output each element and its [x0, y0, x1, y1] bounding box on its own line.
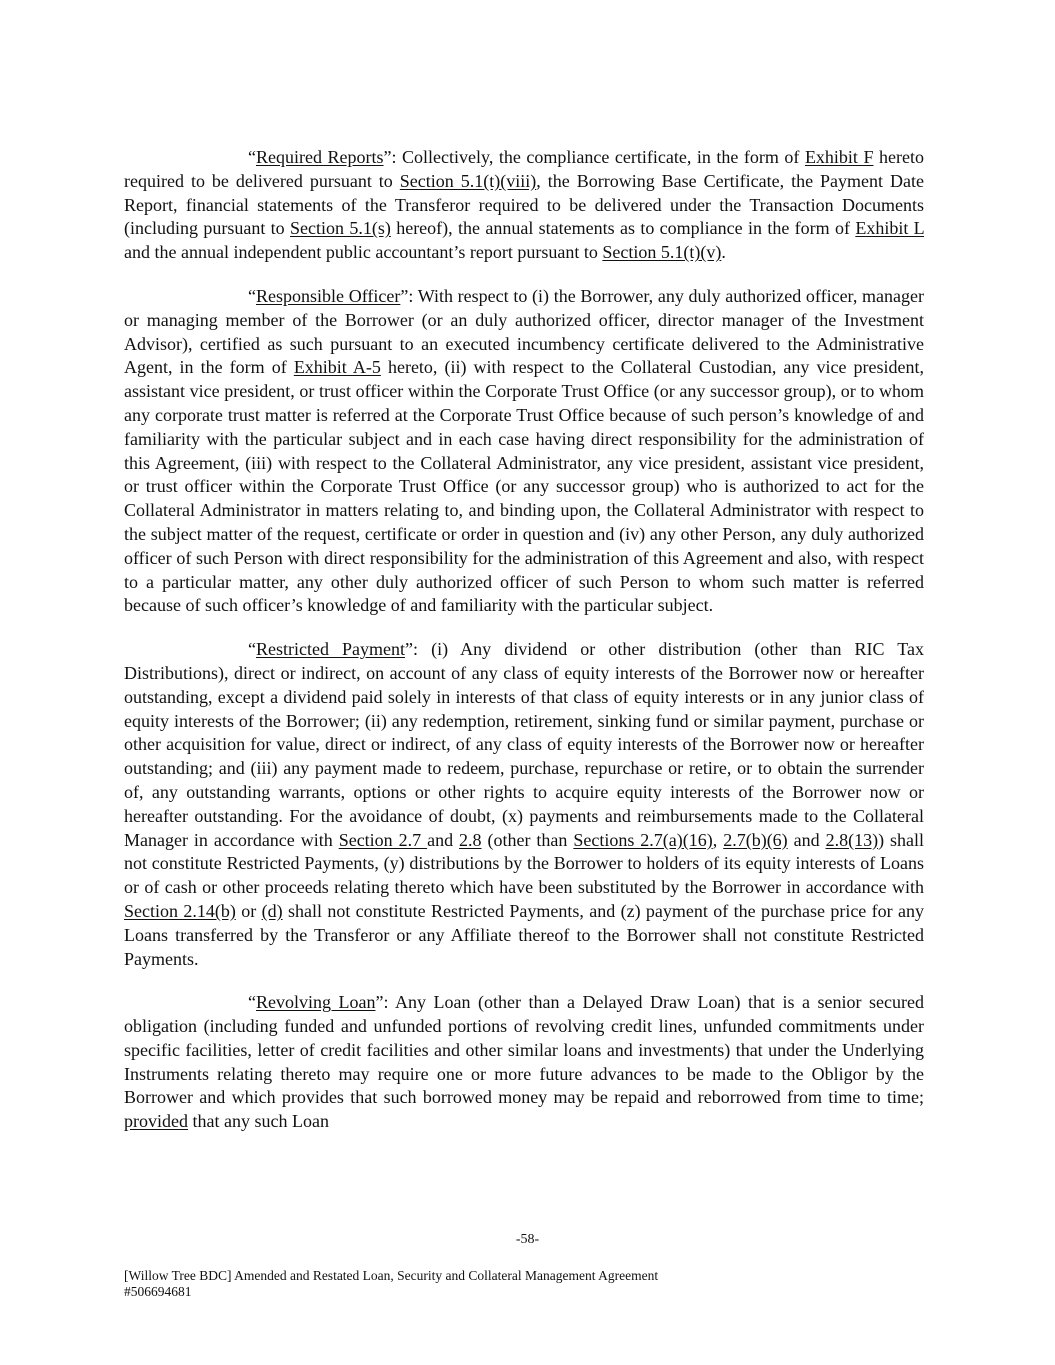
paragraph-text: , [712, 829, 724, 850]
definition-revolving-loan [124, 991, 924, 1134]
document-body [124, 146, 924, 1154]
paragraph-text: hereof), the annual statements as to compliance in the form of [390, 218, 856, 239]
definition-responsible-officer [124, 285, 924, 618]
underlined-reference: Required Reports [256, 147, 384, 167]
footer-title: [Willow Tree BDC] Amended and Restated Loan, Security and Collateral Management Agreement [124, 1268, 659, 1283]
paragraph-text: , the Borrowing Base Certificate, the Payment Date Report, financial statements of the Transferor required to be delivered under the Transaction Documents (including pursuant to [124, 170, 924, 239]
paragraph-text: “ [248, 992, 256, 1013]
paragraph-text: ”: Collectively, the compliance certificate, in the form of [383, 147, 805, 167]
underlined-reference: Responsible Officer [256, 285, 401, 306]
paragraph-text: ”: With respect to (i) the Borrower, any duly authorized officer, manager or managing member of the Borrower (or an duly authorized officer, director manager of the Investment Advisor), certified as such pursuant to an executed incumbency certificate delivered to the Administrative Agent, in the form of [124, 285, 924, 378]
underlined-reference: Exhibit L [855, 218, 925, 239]
paragraph-text: shall not constitute Restricted Payments, and (z) payment of the purchase price for any Loans transferred by the Transferor or any Affiliate thereof to the Borrower shall not constitute Restricted Payments. [124, 900, 925, 969]
underlined-reference: Revolving Loan [256, 992, 376, 1013]
paragraph-text: (other than [481, 829, 574, 850]
underlined-reference: (d) [261, 900, 283, 921]
paragraph-text: “ [248, 147, 256, 167]
paragraph-text: . [721, 242, 726, 263]
page-number: -58- [515, 1232, 540, 1247]
definition-required-reports [124, 146, 924, 265]
paragraph-text: ”: Any Loan (other than a Delayed Draw Loan) that is a senior secured obligation (including funded and unfunded portions of revolving credit lines, unfunded commitments under specific facilities, letter of credit facilities and other similar loans and investments) that under the Underlying Instruments relating thereto may require one or more future advances to be made to the Obligor by the Borrower and which provides that such borrowed money may be repaid and reborrowed from time to time; [124, 992, 924, 1108]
underlined-reference: Section 2.7 [338, 829, 428, 850]
underlined-reference: 2.7(b)(6) [723, 829, 788, 850]
underlined-reference: Restricted Payment [256, 639, 406, 660]
underlined-reference: Sections 2.7(a)(16) [573, 829, 713, 850]
underlined-reference: 2.8 [459, 829, 482, 850]
paragraph-text: ”: (i) Any dividend or other distribution (other than RIC Tax Distributions), direct or indirect, on account of any class of equity interests of the Borrower now or hereafter outstanding, except a dividend paid solely in interests of that class of equity interests or in any junior class of equity interests of the Borrower; (ii) any redemption, retirement, sinking fund or similar payment, purchase or other acquisition for value, direct or indirect, of any class of equity interests of the Borrower now or hereafter outstanding; and (iii) any payment made to redeem, purchase, repurchase or retire, or to obtain the surrender of, any outstanding warrants, options or other rights to acquire equity interests of the Borrower now or hereafter outstanding. For the avoidance of doubt, (x) payments and reimbursements made to the Collateral Manager in accordance with [124, 639, 924, 850]
underlined-reference: 2.8(13) [825, 829, 879, 850]
footer-doc-id: #506694681 [124, 1284, 192, 1299]
underlined-reference: Exhibit A-5 [293, 357, 381, 378]
paragraph-text: that any such Loan [187, 1111, 329, 1132]
paragraph-text: hereto required to be delivered pursuant to [124, 147, 924, 191]
paragraph-text: “ [248, 285, 256, 306]
paragraph-text: and the annual independent public accountant’s report pursuant to [124, 242, 603, 263]
paragraph-text: hereto, (ii) with respect to the Collateral Custodian, any vice president, assistant vice president, or trust officer within the Corporate Trust Office (or any successor group), or to whom any corporate trust matter is referred at the Corporate Trust Office because of such person’s knowledge of and familiarity with the particular subject and in each case having direct responsibility for the administration of this Agreement, (iii) with respect to the Collateral Administrator, any vice president, assistant vice president, or trust officer within the Corporate Trust Office (or any successor group) who is authorized to act for the Collateral Administrator in matters relating to, and binding upon, the Collateral Administrator with respect to the subject matter of the request, certificate or order in question and (iv) any other Person, any duly authorized officer of such Person with direct responsibility for the administration of this Agreement and also, with respect to a particular matter, any other duly authorized officer of such Person to whom such matter is referred because of such officer’s knowledge of and familiarity with the particular subject. [124, 357, 924, 616]
paragraph-text: and [787, 829, 826, 850]
document-footer [124, 1268, 658, 1300]
underlined-reference: Section 5.1(s) [290, 218, 391, 239]
underlined-reference: Section 5.1(t)(viii) [399, 170, 537, 191]
underlined-reference: Section 5.1(t)(v) [602, 242, 722, 263]
paragraph-text: “ [248, 639, 256, 660]
definition-restricted-payment [124, 638, 924, 971]
underlined-reference: Exhibit F [804, 147, 874, 167]
underlined-reference: Section 2.14(b) [124, 900, 236, 921]
paragraph-text: ) shall not constitute Restricted Payments, (y) distributions by the Borrower to holders of its equity interests of Loans or of cash or other proceeds relating thereto which have been substituted by the Borrower in accordance with [124, 829, 925, 898]
paragraph-text: or [235, 900, 262, 921]
paragraph-text: and [427, 829, 460, 850]
underlined-reference: provided [124, 1111, 188, 1132]
